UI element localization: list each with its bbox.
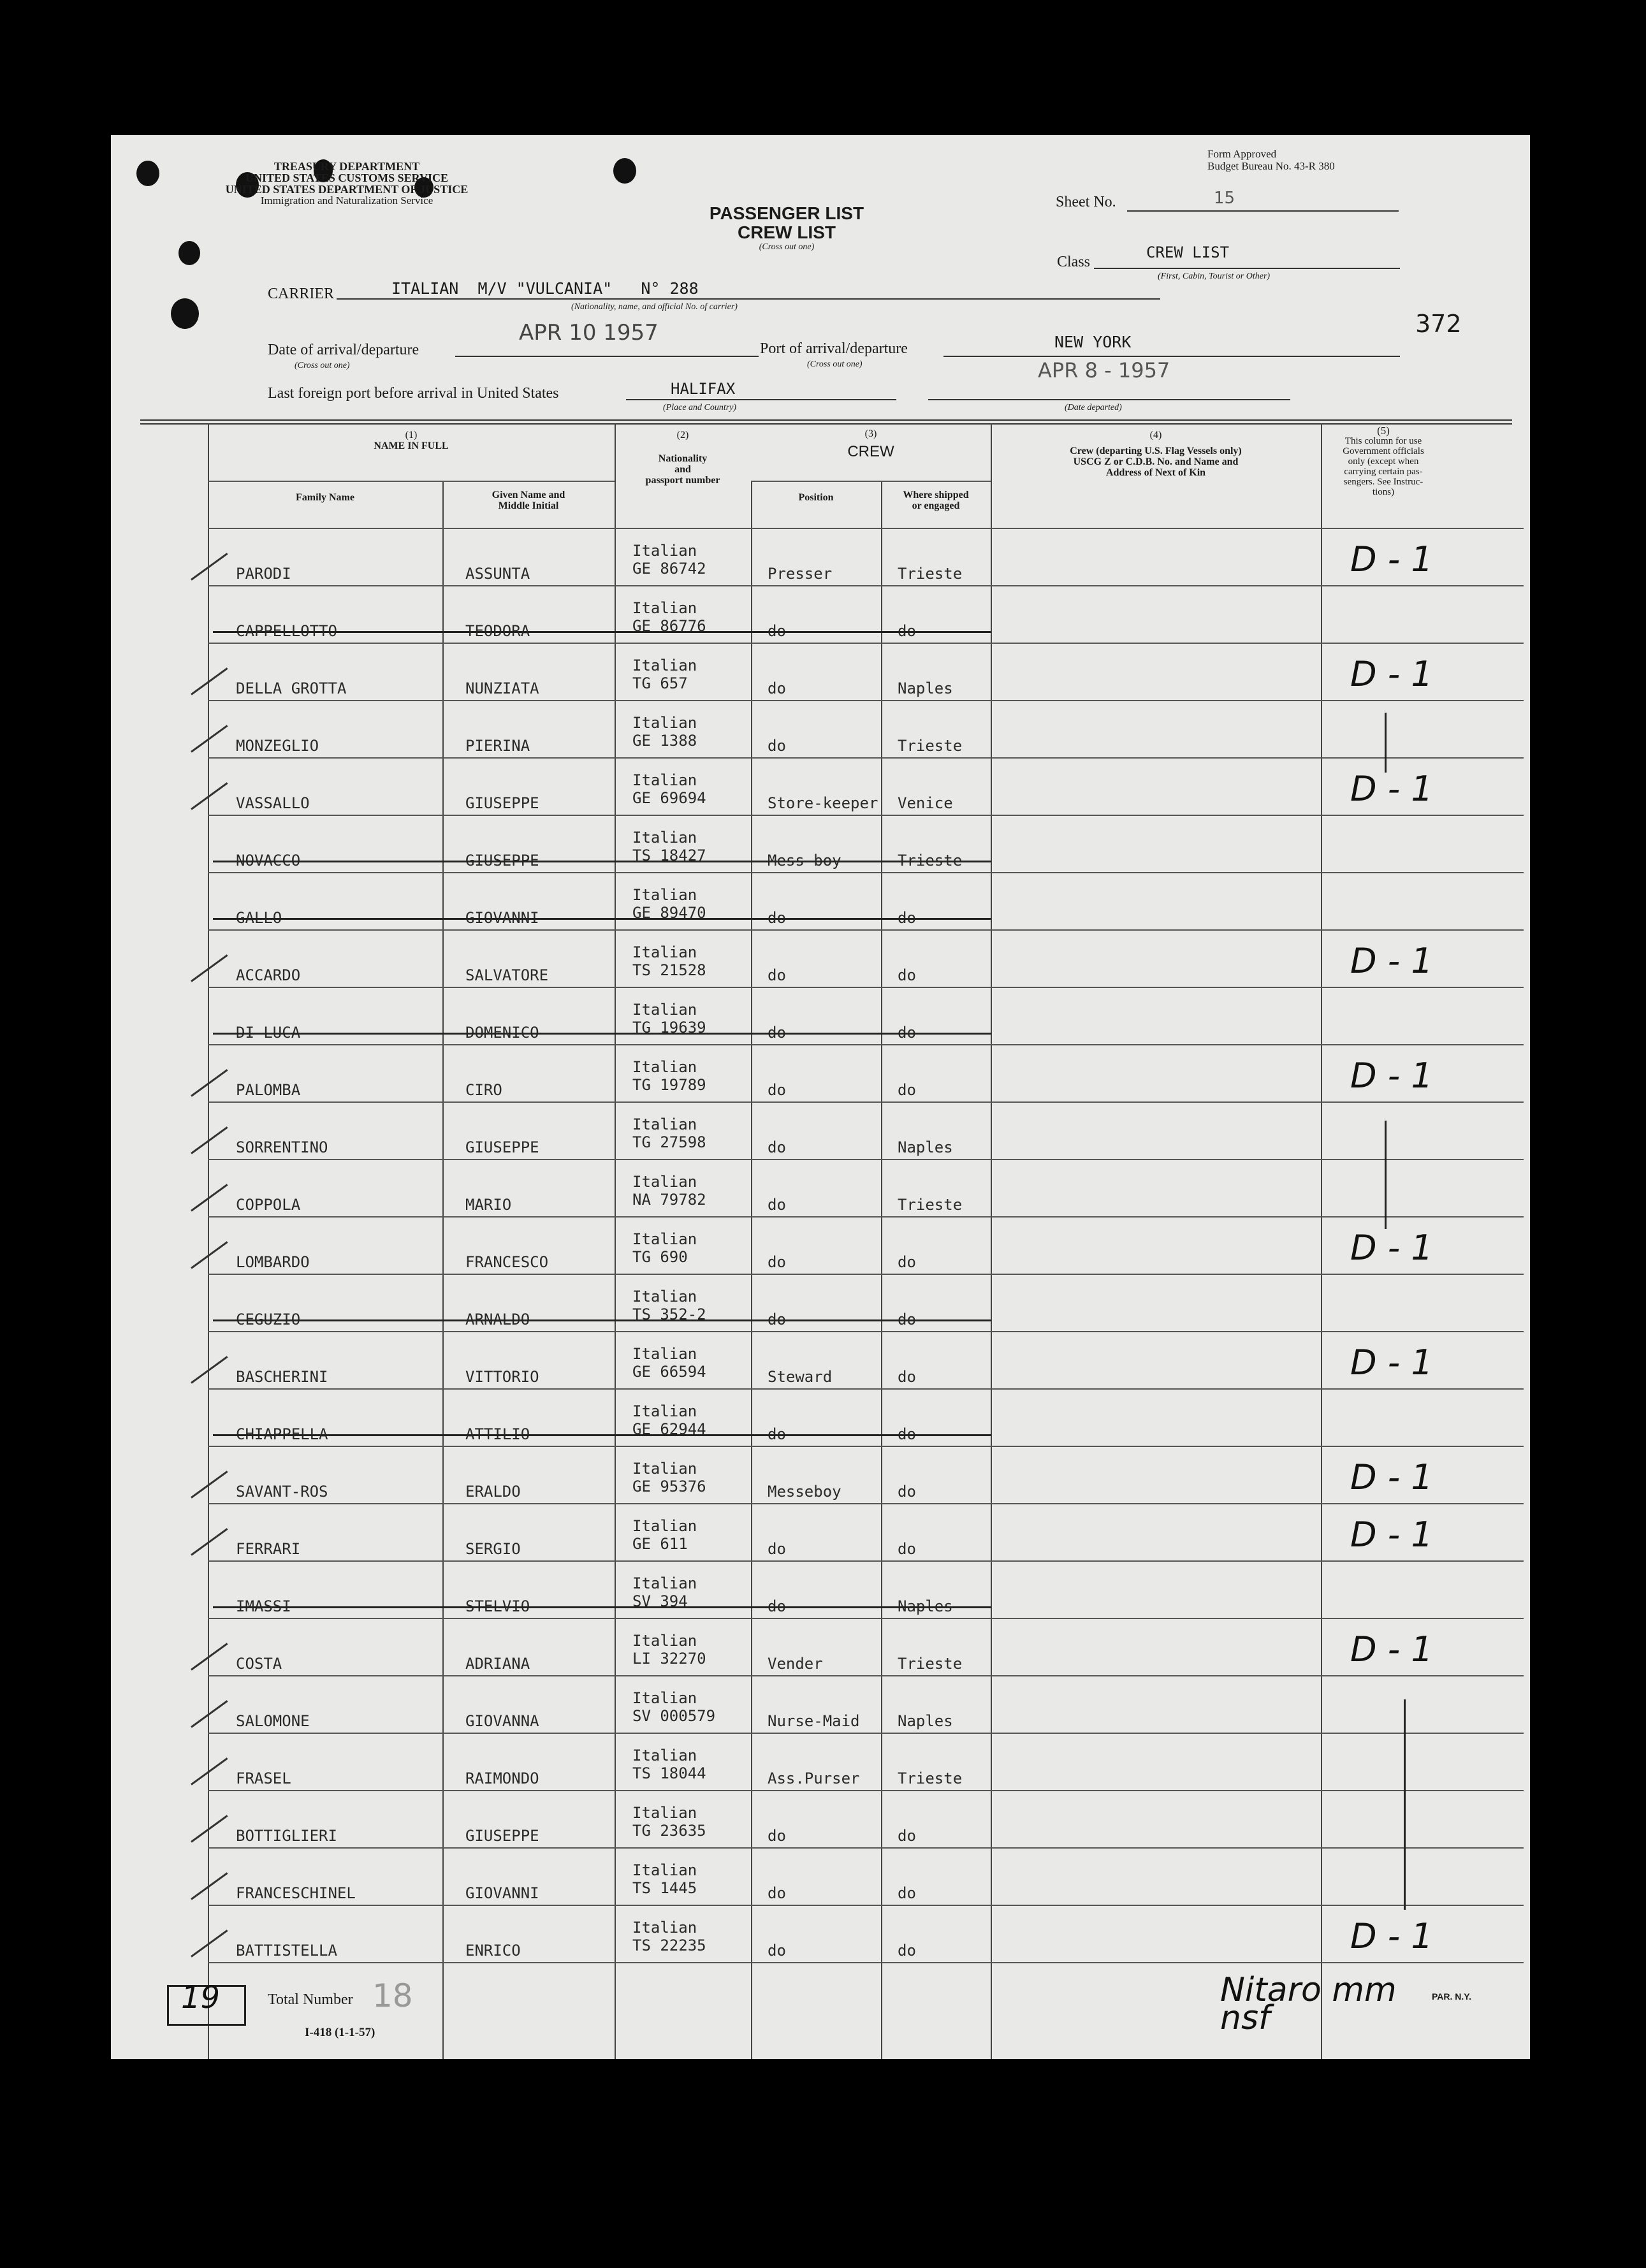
crew-position: do bbox=[768, 680, 786, 697]
given-name: ERALDO bbox=[465, 1483, 521, 1501]
given-name: CIRO bbox=[465, 1081, 502, 1099]
nationality: Italian bbox=[632, 1574, 697, 1592]
row-rule bbox=[208, 585, 1524, 586]
stamp: PAR. N.Y. bbox=[1432, 1991, 1471, 2002]
passport-number: GE 62944 bbox=[632, 1420, 706, 1438]
family-name: MONZEGLIO bbox=[236, 737, 319, 755]
crew-position: do bbox=[768, 1540, 786, 1558]
where-shipped: Trieste bbox=[898, 1655, 963, 1673]
nationality: Italian bbox=[632, 1861, 697, 1879]
col1-header: (1) NAME IN FULL bbox=[374, 430, 449, 451]
where-shipped: do bbox=[898, 1253, 916, 1271]
passport-number: TS 1445 bbox=[632, 1879, 697, 1897]
family-name: SAVANT-ROS bbox=[236, 1483, 328, 1501]
family-name: CAPPELLOTTO bbox=[236, 622, 337, 640]
row-rule bbox=[208, 1331, 1524, 1332]
given-name: SALVATORE bbox=[465, 966, 549, 984]
crew-position: Ass.Purser bbox=[768, 1770, 860, 1787]
nationality: Italian bbox=[632, 714, 697, 732]
family-name: DI LUCA bbox=[236, 1024, 301, 1042]
family-name: BASCHERINI bbox=[236, 1368, 328, 1386]
where-shipped: Trieste bbox=[898, 852, 963, 869]
family-name: PALOMBA bbox=[236, 1081, 301, 1099]
given-name: NUNZIATA bbox=[465, 680, 539, 697]
passport-number: TG 19639 bbox=[632, 1019, 706, 1036]
passport-number: GE 1388 bbox=[632, 732, 697, 750]
arrival-note: (Cross out one) bbox=[295, 361, 350, 370]
crew-position: do bbox=[768, 1253, 786, 1271]
crew-position: do bbox=[768, 1827, 786, 1845]
given-name-header: Given Name and Middle Initial bbox=[492, 490, 565, 511]
total-boxed-value: 19 bbox=[181, 1980, 221, 2016]
given-name: GIUSEPPE bbox=[465, 852, 539, 869]
crew-position: do bbox=[768, 909, 786, 927]
bracket-mark bbox=[1404, 1699, 1406, 1910]
official-mark: D - 1 bbox=[1350, 1342, 1433, 1383]
crew-position: do bbox=[768, 1081, 786, 1099]
class-value: CREW LIST bbox=[1146, 244, 1230, 261]
nationality: Italian bbox=[632, 542, 697, 560]
given-name: SERGIO bbox=[465, 1540, 521, 1558]
row-rule bbox=[208, 1790, 1524, 1791]
row-rule bbox=[208, 1274, 1524, 1275]
given-name: GIOVANNI bbox=[465, 1884, 539, 1902]
nationality: Italian bbox=[632, 1747, 697, 1764]
nationality: Italian bbox=[632, 1173, 697, 1191]
passport-number: SV 000579 bbox=[632, 1707, 716, 1725]
family-name: SORRENTINO bbox=[236, 1138, 328, 1156]
nationality: Italian bbox=[632, 1058, 697, 1076]
shipped-header: Where shipped or engaged bbox=[903, 490, 969, 511]
total-label: Total Number bbox=[268, 1991, 353, 2008]
where-shipped: Trieste bbox=[898, 1770, 963, 1787]
crew-position: do bbox=[768, 1425, 786, 1443]
official-mark: D - 1 bbox=[1350, 1056, 1433, 1096]
passport-number: GE 86776 bbox=[632, 617, 706, 635]
passport-number: TS 22235 bbox=[632, 1937, 706, 1954]
family-name: FERRARI bbox=[236, 1540, 301, 1558]
passport-number: TS 18427 bbox=[632, 847, 706, 864]
where-shipped: do bbox=[898, 1024, 916, 1042]
port-note: (Cross out one) bbox=[807, 360, 863, 369]
sheet-label: Sheet No. bbox=[1056, 194, 1116, 210]
family-name: IMASSI bbox=[236, 1597, 291, 1615]
passport-number: NA 79782 bbox=[632, 1191, 706, 1209]
given-name: RAIMONDO bbox=[465, 1770, 539, 1787]
passport-number: TS 21528 bbox=[632, 961, 706, 979]
row-rule bbox=[208, 1388, 1524, 1390]
page-number: 372 bbox=[1415, 310, 1462, 338]
row-rule bbox=[208, 1446, 1524, 1447]
port-label: Port of arrival/departure bbox=[760, 340, 908, 357]
row-rule bbox=[208, 1503, 1524, 1504]
family-name: LOMBARDO bbox=[236, 1253, 310, 1271]
nationality: Italian bbox=[632, 771, 697, 789]
strike-through bbox=[213, 1319, 991, 1321]
official-mark: D - 1 bbox=[1350, 769, 1433, 809]
where-shipped: do bbox=[898, 1540, 916, 1558]
crew-position: do bbox=[768, 1597, 786, 1615]
strike-through bbox=[213, 1606, 991, 1608]
row-rule bbox=[208, 757, 1524, 759]
crew-position: Messeboy bbox=[768, 1483, 841, 1501]
given-name: ASSUNTA bbox=[465, 565, 530, 583]
last-port-value: HALIFAX bbox=[671, 380, 736, 398]
row-rule bbox=[208, 1905, 1524, 1906]
where-shipped: Naples bbox=[898, 1138, 953, 1156]
official-mark: D - 1 bbox=[1350, 1228, 1433, 1268]
row-rule bbox=[208, 1216, 1524, 1218]
crew-position: Vender bbox=[768, 1655, 823, 1673]
crew-position: do bbox=[768, 966, 786, 984]
port-value: NEW YORK bbox=[1054, 333, 1132, 351]
where-shipped: do bbox=[898, 909, 916, 927]
bracket-mark bbox=[1385, 713, 1387, 773]
official-mark: D - 1 bbox=[1350, 654, 1433, 694]
given-name: ARNALDO bbox=[465, 1311, 530, 1328]
last-port-note: (Place and Country) bbox=[663, 403, 737, 412]
row-rule bbox=[208, 1044, 1524, 1045]
row-rule bbox=[208, 1159, 1524, 1160]
strike-through bbox=[213, 631, 991, 633]
bracket-mark bbox=[1385, 1121, 1387, 1229]
given-name: ADRIANA bbox=[465, 1655, 530, 1673]
crew-position: Store-keeper bbox=[768, 794, 878, 812]
form-number: I-418 (1-1-57) bbox=[305, 2026, 375, 2039]
nationality: Italian bbox=[632, 1460, 697, 1478]
where-shipped: Trieste bbox=[898, 1196, 963, 1214]
official-mark: D - 1 bbox=[1350, 1457, 1433, 1497]
where-shipped: do bbox=[898, 1368, 916, 1386]
family-name: ACCARDO bbox=[236, 966, 301, 984]
row-rule bbox=[208, 643, 1524, 644]
family-name: NOVACCO bbox=[236, 852, 301, 869]
family-name: BOTTIGLIERI bbox=[236, 1827, 337, 1845]
total-pencil-value: 18 bbox=[372, 1977, 413, 2014]
crew-position: Nurse-Maid bbox=[768, 1712, 860, 1730]
form-approval: Form Approved Budget Bureau No. 43-R 380 bbox=[1207, 148, 1335, 172]
given-name: GIUSEPPE bbox=[465, 1138, 539, 1156]
given-name: GIOVANNA bbox=[465, 1712, 539, 1730]
nationality: Italian bbox=[632, 886, 697, 904]
family-name: VASSALLO bbox=[236, 794, 310, 812]
crew-position: do bbox=[768, 1884, 786, 1902]
passport-number: GE 95376 bbox=[632, 1478, 706, 1495]
nationality: Italian bbox=[632, 1517, 697, 1535]
row-rule bbox=[208, 815, 1524, 816]
given-name: STELVIO bbox=[465, 1597, 530, 1615]
nationality: Italian bbox=[632, 1919, 697, 1937]
col5-header: (5) This column for use Government officials only (except when carrying certain pas- sengers. See Instruc- tions) bbox=[1343, 425, 1424, 497]
family-name: GALLO bbox=[236, 909, 282, 927]
crew-position: Steward bbox=[768, 1368, 833, 1386]
nationality: Italian bbox=[632, 1402, 697, 1420]
where-shipped: Trieste bbox=[898, 737, 963, 755]
crew-position: do bbox=[768, 1196, 786, 1214]
given-name: ENRICO bbox=[465, 1942, 521, 1959]
crew-position: do bbox=[768, 1942, 786, 1959]
passport-number: GE 66594 bbox=[632, 1363, 706, 1381]
where-shipped: do bbox=[898, 966, 916, 984]
given-name: TEODORA bbox=[465, 622, 530, 640]
carrier-value: ITALIAN M/V "VULCANIA" N° 288 bbox=[391, 279, 699, 298]
where-shipped: Naples bbox=[898, 1597, 953, 1615]
crew-position: Mess-boy bbox=[768, 852, 841, 869]
date-departed-stamp: APR 8 - 1957 bbox=[1038, 358, 1170, 382]
strike-through bbox=[213, 1434, 991, 1436]
nationality: Italian bbox=[632, 657, 697, 674]
carrier-label: CARRIER bbox=[268, 286, 335, 302]
signature: Nitaro mm nsf bbox=[1220, 1971, 1397, 2037]
family-name-header: Family Name bbox=[296, 492, 354, 503]
nationality: Italian bbox=[632, 1230, 697, 1248]
given-name: VITTORIO bbox=[465, 1368, 539, 1386]
given-name: ATTILIO bbox=[465, 1425, 530, 1443]
position-header: Position bbox=[798, 492, 834, 503]
crew-position: do bbox=[768, 622, 786, 640]
passport-number: TG 27598 bbox=[632, 1133, 706, 1151]
nationality: Italian bbox=[632, 1116, 697, 1133]
row-rule bbox=[208, 1733, 1524, 1734]
given-name: GIUSEPPE bbox=[465, 1827, 539, 1845]
passport-number: GE 611 bbox=[632, 1535, 688, 1553]
official-mark: D - 1 bbox=[1350, 941, 1433, 981]
last-port-label: Last foreign port before arrival in United States bbox=[268, 385, 559, 402]
nationality: Italian bbox=[632, 599, 697, 617]
where-shipped: do bbox=[898, 622, 916, 640]
given-name: MARIO bbox=[465, 1196, 512, 1214]
row-rule bbox=[208, 1101, 1524, 1103]
row-rule bbox=[208, 1962, 1524, 1963]
where-shipped: do bbox=[898, 1311, 916, 1328]
passport-number: TG 690 bbox=[632, 1248, 688, 1266]
official-mark: D - 1 bbox=[1350, 1515, 1433, 1555]
document-page bbox=[111, 135, 1530, 2059]
family-name: CHIAPPELLA bbox=[236, 1425, 328, 1443]
given-name: GIUSEPPE bbox=[465, 794, 539, 812]
where-shipped: do bbox=[898, 1081, 916, 1099]
row-rule bbox=[208, 1560, 1524, 1562]
date-departed-note: (Date departed) bbox=[1065, 403, 1122, 412]
passport-number: SV 394 bbox=[632, 1592, 688, 1610]
class-note: (First, Cabin, Tourist or Other) bbox=[1158, 272, 1271, 281]
passport-number: TG 657 bbox=[632, 674, 688, 692]
where-shipped: Venice bbox=[898, 794, 953, 812]
row-rule bbox=[208, 1847, 1524, 1849]
where-shipped: do bbox=[898, 1827, 916, 1845]
passport-number: GE 86742 bbox=[632, 560, 706, 578]
where-shipped: Trieste bbox=[898, 565, 963, 583]
where-shipped: Naples bbox=[898, 680, 953, 697]
col2-header: (2) Nationality and passport number bbox=[645, 430, 720, 486]
family-name: SALOMONE bbox=[236, 1712, 310, 1730]
official-mark: D - 1 bbox=[1350, 1629, 1433, 1669]
passport-number: GE 89470 bbox=[632, 904, 706, 922]
row-rule bbox=[208, 987, 1524, 988]
family-name: COPPOLA bbox=[236, 1196, 301, 1214]
row-rule bbox=[208, 1618, 1524, 1619]
row-rule bbox=[208, 1675, 1524, 1676]
crew-position: do bbox=[768, 1311, 786, 1328]
sheet-value: 15 bbox=[1214, 189, 1235, 208]
nationality: Italian bbox=[632, 943, 697, 961]
where-shipped: do bbox=[898, 1884, 916, 1902]
where-shipped: Naples bbox=[898, 1712, 953, 1730]
family-name: DELLA GROTTA bbox=[236, 680, 347, 697]
strike-through bbox=[213, 861, 991, 862]
row-rule bbox=[208, 700, 1524, 701]
given-name: FRANCESCO bbox=[465, 1253, 549, 1271]
nationality: Italian bbox=[632, 829, 697, 847]
passport-number: TS 352-2 bbox=[632, 1305, 706, 1323]
crew-position: do bbox=[768, 737, 786, 755]
nationality: Italian bbox=[632, 1288, 697, 1305]
passport-number: GE 69694 bbox=[632, 789, 706, 807]
where-shipped: do bbox=[898, 1942, 916, 1959]
family-name: CEGUZIO bbox=[236, 1311, 301, 1328]
passport-number: TS 18044 bbox=[632, 1764, 706, 1782]
nationality: Italian bbox=[632, 1345, 697, 1363]
agency-header: TREASURY DEPARTMENT UNITED STATES CUSTOMS SERVICE UNITED STATES DEPARTMENT OF JUSTICE Immigration and Naturalization Service bbox=[225, 160, 469, 207]
arrival-stamp: APR 10 1957 bbox=[519, 320, 659, 345]
nationality: Italian bbox=[632, 1001, 697, 1019]
nationality: Italian bbox=[632, 1804, 697, 1822]
row-rule bbox=[208, 872, 1524, 873]
family-name: PARODI bbox=[236, 565, 291, 583]
family-name: COSTA bbox=[236, 1655, 282, 1673]
crew-position: do bbox=[768, 1138, 786, 1156]
family-name: BATTISTELLA bbox=[236, 1942, 337, 1959]
passport-number: LI 32270 bbox=[632, 1650, 706, 1668]
crew-position: do bbox=[768, 1024, 786, 1042]
arrival-label: Date of arrival/departure bbox=[268, 342, 419, 358]
passport-number: TG 23635 bbox=[632, 1822, 706, 1840]
nationality: Italian bbox=[632, 1632, 697, 1650]
col4-header: (4) Crew (departing U.S. Flag Vessels only) USCG Z or C.D.B. No. and Name and Address of Next of Kin bbox=[1070, 430, 1242, 478]
row-rule bbox=[208, 929, 1524, 931]
list-title: PASSENGER LIST CREW LIST (Cross out one) bbox=[709, 203, 864, 252]
family-name: FRANCESCHINEL bbox=[236, 1884, 356, 1902]
given-name: DOMENICO bbox=[465, 1024, 539, 1042]
given-name: PIERINA bbox=[465, 737, 530, 755]
where-shipped: do bbox=[898, 1425, 916, 1443]
class-label: Class bbox=[1057, 254, 1091, 270]
official-mark: D - 1 bbox=[1350, 1916, 1433, 1956]
given-name: GIOVANNI bbox=[465, 909, 539, 927]
passport-number: TG 19789 bbox=[632, 1076, 706, 1094]
where-shipped: do bbox=[898, 1483, 916, 1501]
strike-through bbox=[213, 1033, 991, 1035]
strike-through bbox=[213, 918, 991, 920]
nationality: Italian bbox=[632, 1689, 697, 1707]
carrier-note: (Nationality, name, and official No. of carrier) bbox=[571, 302, 738, 312]
family-name: FRASEL bbox=[236, 1770, 291, 1787]
col3-header: (3) CREW bbox=[847, 428, 894, 460]
official-mark: D - 1 bbox=[1350, 539, 1433, 579]
crew-position: Presser bbox=[768, 565, 833, 583]
